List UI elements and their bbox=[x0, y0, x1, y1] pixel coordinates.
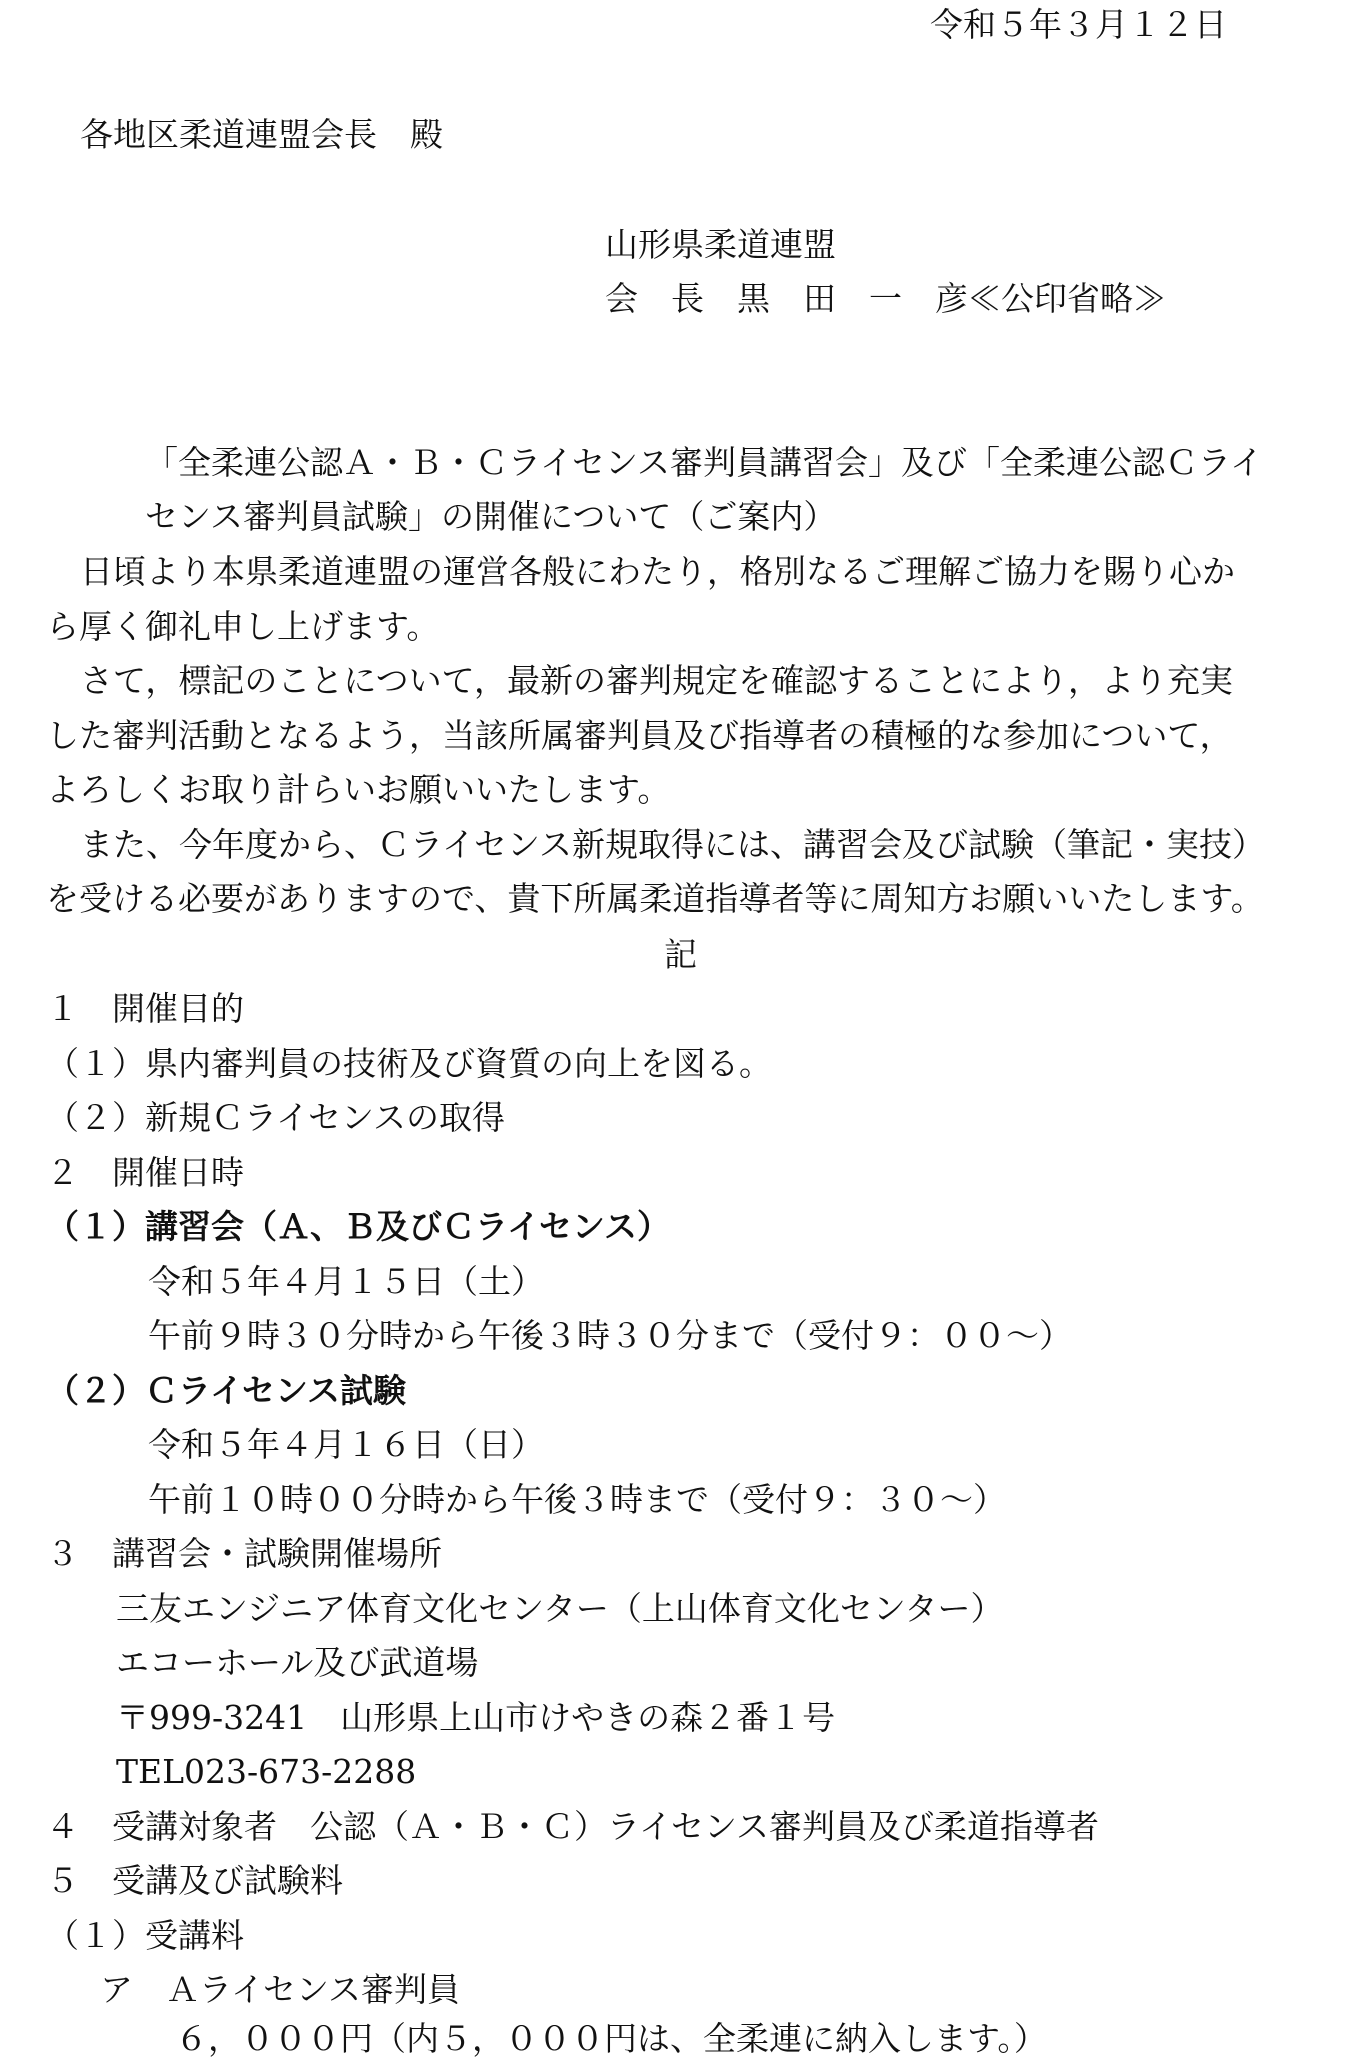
section-1-heading: １ 開催目的 bbox=[46, 989, 244, 1028]
sender-organization: 山形県柔道連盟 bbox=[605, 225, 836, 264]
subject-line-1: 「全柔連公認Ａ・Ｂ・Ｃライセンス審判員講習会」及び「全柔連公認Ｃライ bbox=[145, 443, 1264, 482]
venue-tel: TEL023-673-2288 bbox=[116, 1752, 417, 1791]
addressee: 各地区柔道連盟会長 殿 bbox=[80, 115, 443, 154]
lecture-time: 午前９時３０分時から午後３時３０分まで（受付９：００～） bbox=[148, 1316, 1072, 1355]
lecture-heading: （１）講習会（Ａ、Ｂ及びＣライセンス） bbox=[46, 1207, 671, 1246]
exam-time: 午前１０時００分時から午後３時まで（受付９：３０～） bbox=[148, 1480, 1006, 1519]
fee-heading: （１）受講料 bbox=[46, 1916, 244, 1955]
body-line-4: した審判活動となるよう，当該所属審判員及び指導者の積極的な参加について， bbox=[46, 716, 1233, 755]
exam-date: 令和５年４月１６日（日） bbox=[148, 1425, 544, 1464]
body-line-6: また、今年度から、Ｃライセンス新規取得には、講習会及び試験（筆記・実技） bbox=[80, 825, 1266, 864]
section-1-item-2: （２）新規Ｃライセンスの取得 bbox=[46, 1098, 506, 1137]
section-4-heading: ４ 受講対象者 公認（Ａ・Ｂ・Ｃ）ライセンス審判員及び柔道指導者 bbox=[46, 1807, 1100, 1846]
ki-marker: 記 bbox=[664, 935, 697, 974]
venue-address: 〒999-3241 山形県上山市けやきの森２番１号 bbox=[116, 1698, 836, 1737]
body-line-1: 日頃より本県柔道連盟の運営各般にわたり，格別なるご理解ご協力を賜り心か bbox=[80, 552, 1235, 591]
body-line-7: を受ける必要がありますので、貴下所属柔道指導者等に周知方お願いいたします。 bbox=[46, 879, 1264, 918]
body-line-3: さて，標記のことについて，最新の審判規定を確認することにより，より充実 bbox=[80, 661, 1234, 700]
section-2-heading: ２ 開催日時 bbox=[46, 1153, 244, 1192]
venue-hall: エコーホール及び武道場 bbox=[116, 1643, 479, 1682]
sender-representative: 会 長 黒 田 一 彦≪公印省略≫ bbox=[605, 279, 1166, 318]
fee-a-amount: ６，０００円（内５，０００円は、全柔連に納入します。） bbox=[175, 2019, 1047, 2058]
section-5-heading: ５ 受講及び試験料 bbox=[46, 1861, 343, 1900]
lecture-date: 令和５年４月１５日（土） bbox=[148, 1262, 544, 1301]
section-3-heading: ３ 講習会・試験開催場所 bbox=[46, 1534, 442, 1573]
body-line-5: よろしくお取り計らいお願いいたします。 bbox=[46, 770, 671, 809]
section-1-item-1: （１）県内審判員の技術及び資質の向上を図る。 bbox=[46, 1044, 772, 1083]
body-line-2: ら厚く御礼申し上げます。 bbox=[46, 607, 440, 646]
exam-heading: （２）Ｃライセンス試験 bbox=[46, 1371, 407, 1410]
fee-item-a: ア Ａライセンス審判員 bbox=[100, 1970, 461, 2009]
venue-name: 三友エンジニア体育文化センター（上山体育文化センター） bbox=[116, 1589, 1004, 1628]
subject-line-2: センス審判員試験」の開催について（ご案内） bbox=[145, 497, 837, 536]
document-date: 令和５年３月１２日 bbox=[930, 5, 1227, 44]
